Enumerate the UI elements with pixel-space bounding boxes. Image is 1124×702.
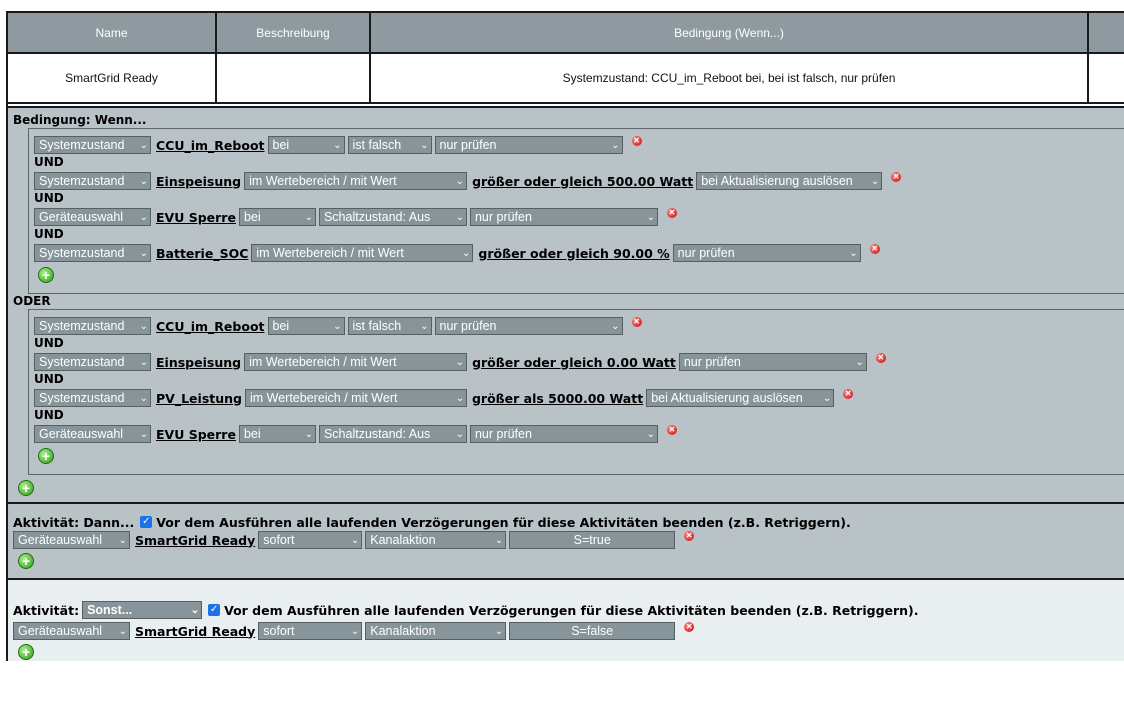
condition-row bbox=[34, 388, 853, 408]
type-select[interactable]: Systemzustand ⌄ bbox=[34, 317, 151, 335]
device-link[interactable]: PV_Leistung bbox=[156, 390, 242, 406]
chevron-down-icon: ⌄ bbox=[455, 211, 464, 223]
value-link[interactable]: größer oder gleich 500.00 Watt bbox=[472, 173, 694, 189]
add-icon[interactable]: + bbox=[38, 267, 54, 283]
device-link[interactable]: Einspeisung bbox=[156, 354, 242, 370]
chevron-down-icon: ⌄ bbox=[849, 247, 858, 259]
state-select[interactable]: Schaltzustand: Aus ⌄ bbox=[319, 208, 467, 226]
delete-icon[interactable]: ✕ bbox=[668, 425, 676, 434]
program-extra-cell bbox=[1089, 54, 1124, 104]
retrigger-text: Vor dem Ausführen alle laufenden Verzögerungen für diese Aktivitäten beenden (z.B. Retriggern). bbox=[156, 514, 851, 530]
type-select[interactable]: Systemzustand ⌄ bbox=[34, 389, 151, 407]
delete-icon[interactable]: ✕ bbox=[685, 622, 693, 631]
delete-icon[interactable]: ✕ bbox=[668, 208, 676, 217]
action-select[interactable]: Kanalaktion ⌄ bbox=[365, 622, 506, 640]
trigger-select[interactable]: nur prüfen ⌄ bbox=[470, 208, 658, 226]
device-link[interactable]: EVU Sperre bbox=[156, 209, 236, 225]
chevron-down-icon: ⌄ bbox=[455, 428, 464, 440]
program-description[interactable] bbox=[217, 54, 371, 104]
trigger-select[interactable]: nur prüfen ⌄ bbox=[470, 425, 658, 443]
device-link[interactable]: SmartGrid Ready bbox=[135, 532, 256, 548]
chevron-down-icon: ⌄ bbox=[350, 625, 360, 637]
range-select[interactable]: im Wertebereich / mit Wert ⌄ bbox=[244, 172, 467, 190]
add-icon[interactable]: + bbox=[18, 480, 34, 496]
und-label: UND bbox=[34, 155, 64, 169]
activity-then-label: Aktivität: Dann... bbox=[13, 514, 135, 530]
value-input[interactable]: S=false bbox=[509, 622, 675, 640]
chevron-down-icon: ⌄ bbox=[139, 428, 148, 440]
trigger-select[interactable]: nur prüfen ⌄ bbox=[673, 244, 861, 262]
trigger-select[interactable]: nur prüfen ⌄ bbox=[435, 136, 623, 154]
und-label: UND bbox=[34, 336, 64, 350]
chevron-down-icon: ⌄ bbox=[139, 175, 148, 187]
value-link[interactable]: größer als 5000.00 Watt bbox=[471, 390, 644, 406]
chevron-down-icon: ⌄ bbox=[611, 320, 620, 332]
chevron-down-icon: ⌄ bbox=[304, 428, 313, 440]
condition-group-1 bbox=[28, 128, 1124, 294]
device-link[interactable]: EVU Sperre bbox=[156, 426, 236, 442]
condition-row bbox=[34, 316, 642, 336]
chevron-down-icon: ⌄ bbox=[118, 534, 127, 546]
delete-icon[interactable]: ✕ bbox=[877, 353, 885, 362]
activity-then-section bbox=[8, 504, 1124, 580]
chevron-down-icon: ⌄ bbox=[870, 175, 880, 187]
chevron-down-icon: ⌄ bbox=[139, 392, 148, 404]
value-input[interactable]: S=true bbox=[509, 531, 675, 549]
condition-row bbox=[34, 207, 677, 227]
value-link[interactable]: größer oder gleich 0.00 Watt bbox=[472, 354, 676, 370]
chevron-down-icon: ⌄ bbox=[333, 320, 342, 332]
activity-row bbox=[13, 530, 694, 550]
type-select[interactable]: Geräteauswahl ⌄ bbox=[13, 531, 130, 549]
activity-then-header bbox=[13, 512, 854, 532]
condition-row bbox=[34, 352, 886, 372]
delete-icon[interactable]: ✕ bbox=[633, 136, 640, 145]
when-select[interactable]: sofort ⌄ bbox=[258, 531, 362, 549]
type-select[interactable]: Geräteauswahl ⌄ bbox=[13, 622, 130, 640]
chevron-down-icon: ⌄ bbox=[455, 175, 465, 187]
operator-select[interactable]: bei ⌄ bbox=[239, 425, 316, 443]
header-extra bbox=[1089, 13, 1124, 54]
device-link[interactable]: CCU_im_Reboot bbox=[156, 318, 265, 334]
state-select[interactable]: ist falsch ⌄ bbox=[348, 136, 432, 154]
device-link[interactable]: SmartGrid Ready bbox=[135, 623, 256, 639]
action-select[interactable]: Kanalaktion ⌄ bbox=[365, 531, 506, 549]
state-select[interactable]: Schaltzustand: Aus ⌄ bbox=[319, 425, 467, 443]
chevron-down-icon: ⌄ bbox=[139, 320, 148, 332]
when-select[interactable]: sofort ⌄ bbox=[258, 622, 362, 640]
condition-row bbox=[34, 424, 677, 444]
checkbox-checked-icon[interactable]: ✓ bbox=[209, 604, 219, 615]
operator-select[interactable]: bei ⌄ bbox=[239, 208, 316, 226]
chevron-down-icon: ⌄ bbox=[118, 625, 127, 637]
add-icon[interactable]: + bbox=[18, 644, 34, 660]
retrigger-text: Vor dem Ausführen alle laufenden Verzögerungen für diese Aktivitäten beenden (z.B. Retriggern). bbox=[224, 602, 919, 618]
chevron-down-icon: ⌄ bbox=[139, 139, 148, 151]
condition-row bbox=[34, 135, 642, 155]
oder-label: ODER bbox=[13, 294, 51, 308]
device-link[interactable]: Einspeisung bbox=[156, 173, 242, 189]
condition-row bbox=[34, 243, 880, 263]
program-name[interactable]: SmartGrid Ready bbox=[8, 54, 217, 104]
chevron-down-icon: ⌄ bbox=[455, 392, 464, 404]
trigger-select[interactable]: nur prüfen ⌄ bbox=[679, 353, 867, 371]
header-description[interactable]: Beschreibung bbox=[217, 13, 371, 54]
chevron-down-icon: ⌄ bbox=[190, 604, 200, 616]
trigger-select[interactable]: nur prüfen ⌄ bbox=[435, 317, 623, 335]
delete-icon[interactable]: ✕ bbox=[844, 389, 852, 398]
chevron-down-icon: ⌄ bbox=[139, 356, 148, 368]
activity-else-section bbox=[8, 580, 1124, 661]
chevron-down-icon: ⌄ bbox=[139, 211, 148, 223]
type-select[interactable]: Geräteauswahl ⌄ bbox=[34, 208, 151, 226]
chevron-down-icon: ⌄ bbox=[822, 392, 832, 404]
chevron-down-icon: ⌄ bbox=[304, 211, 313, 223]
type-select[interactable]: Systemzustand ⌄ bbox=[34, 172, 151, 190]
operator-select[interactable]: bei ⌄ bbox=[268, 317, 345, 335]
device-link[interactable]: CCU_im_Reboot bbox=[156, 137, 265, 153]
range-select[interactable]: im Wertebereich / mit Wert ⌄ bbox=[245, 389, 467, 407]
mode-select[interactable]: Sonst... ⌄ bbox=[82, 601, 202, 619]
chevron-down-icon: ⌄ bbox=[333, 139, 342, 151]
chevron-down-icon: ⌄ bbox=[646, 211, 655, 223]
und-label: UND bbox=[34, 408, 64, 422]
chevron-down-icon: ⌄ bbox=[611, 139, 620, 151]
und-label: UND bbox=[34, 191, 64, 205]
type-select[interactable]: Systemzustand ⌄ bbox=[34, 136, 151, 154]
state-select[interactable]: ist falsch ⌄ bbox=[348, 317, 432, 335]
chevron-down-icon: ⌄ bbox=[420, 320, 429, 332]
und-label: UND bbox=[34, 372, 64, 386]
type-select[interactable]: Geräteauswahl ⌄ bbox=[34, 425, 151, 443]
range-select[interactable]: im Wertebereich / mit Wert ⌄ bbox=[251, 244, 473, 262]
chevron-down-icon: ⌄ bbox=[646, 428, 655, 440]
device-link[interactable]: Batterie_SOC bbox=[156, 245, 249, 261]
type-select[interactable]: Systemzustand ⌄ bbox=[34, 353, 151, 371]
chevron-down-icon: ⌄ bbox=[494, 534, 504, 546]
condition-title: Bedingung: Wenn... bbox=[13, 113, 147, 127]
trigger-select[interactable]: bei Aktualisierung auslösen ⌄ bbox=[646, 389, 834, 407]
chevron-down-icon: ⌄ bbox=[350, 534, 360, 546]
activity-else-label: Aktivität: bbox=[13, 602, 80, 618]
delete-icon[interactable]: ✕ bbox=[633, 317, 640, 326]
chevron-down-icon: ⌄ bbox=[494, 625, 504, 637]
condition-section bbox=[8, 106, 1124, 504]
header-condition[interactable]: Bedingung (Wenn...) bbox=[371, 13, 1089, 54]
operator-select[interactable]: bei ⌄ bbox=[268, 136, 345, 154]
delete-icon[interactable]: ✕ bbox=[892, 172, 900, 181]
value-link[interactable]: größer oder gleich 90.00 % bbox=[478, 245, 670, 261]
checkbox-checked-icon[interactable]: ✓ bbox=[142, 516, 151, 527]
chevron-down-icon: ⌄ bbox=[855, 356, 864, 368]
chevron-down-icon: ⌄ bbox=[455, 356, 465, 368]
chevron-down-icon: ⌄ bbox=[139, 247, 148, 259]
add-icon[interactable]: + bbox=[38, 448, 54, 464]
program-editor-frame bbox=[6, 11, 1124, 661]
header-name[interactable]: Name bbox=[8, 13, 217, 54]
und-label: UND bbox=[34, 227, 64, 241]
program-condition-summary: Systemzustand: CCU_im_Reboot bei, bei ist falsch, nur prüfen bbox=[371, 54, 1089, 104]
chevron-down-icon: ⌄ bbox=[461, 247, 471, 259]
delete-icon[interactable]: ✕ bbox=[871, 244, 879, 253]
condition-row bbox=[34, 171, 901, 191]
condition-group-2 bbox=[28, 309, 1124, 475]
delete-icon[interactable]: ✕ bbox=[685, 531, 693, 540]
activity-row bbox=[13, 621, 694, 641]
trigger-select[interactable]: bei Aktualisierung auslösen ⌄ bbox=[696, 172, 882, 190]
activity-else-header bbox=[13, 600, 922, 620]
type-select[interactable]: Systemzustand ⌄ bbox=[34, 244, 151, 262]
add-icon[interactable]: + bbox=[18, 553, 34, 569]
range-select[interactable]: im Wertebereich / mit Wert ⌄ bbox=[244, 353, 467, 371]
chevron-down-icon: ⌄ bbox=[420, 139, 429, 151]
